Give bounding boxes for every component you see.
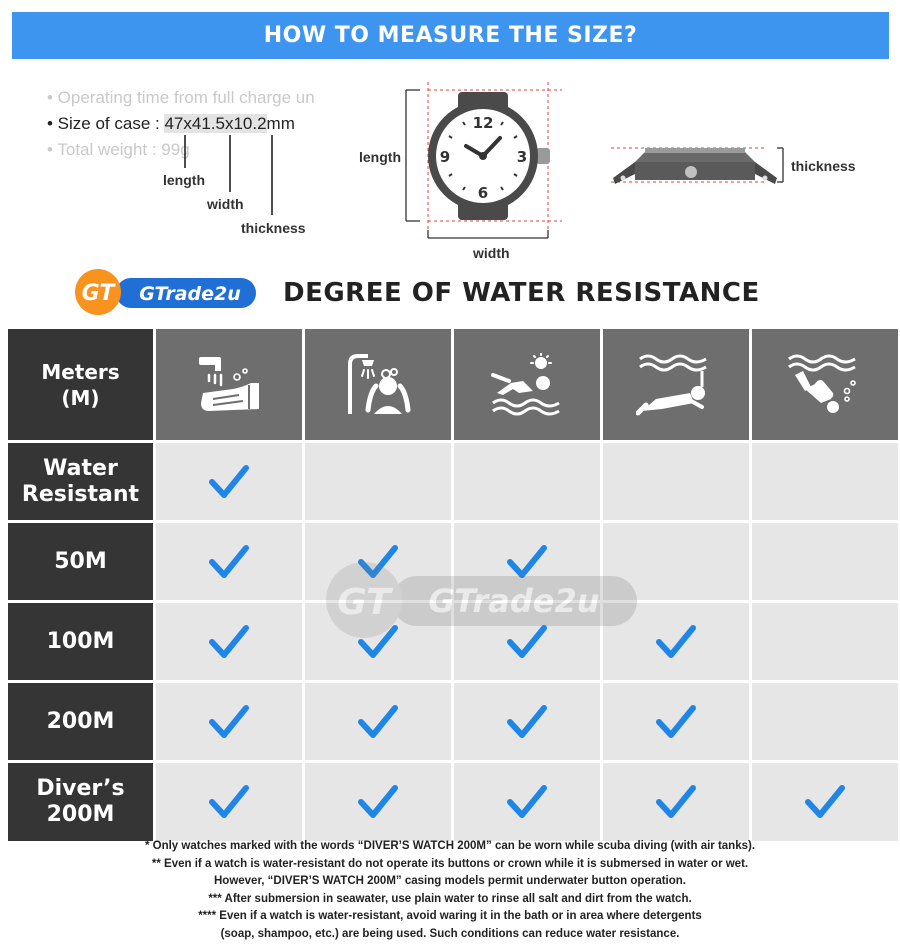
spec-label-thickness: thickness (241, 220, 306, 236)
column-swimming (454, 329, 600, 440)
check-cell (454, 523, 600, 600)
footnote: **** Even if a watch is water-resistant, avoid waring it in the bath or in area where detergents (198, 910, 702, 922)
spec-total-weight: • Total weight : 99g (47, 140, 190, 159)
corner-header (8, 329, 153, 440)
check-cell (752, 523, 898, 600)
check-cell (603, 603, 749, 680)
check-cell (752, 603, 898, 680)
hand-washing-icon (193, 353, 265, 417)
checkmark-icon (358, 704, 398, 740)
footnotes (0, 838, 900, 943)
row-label-line: 200M (46, 802, 115, 827)
gtrade2u-logo (72, 268, 258, 316)
check-cell (305, 603, 451, 680)
footnote: *** After submersion in seawater, use plain water to rinse all salt and dirt from the watch. (208, 892, 692, 905)
check-cell (752, 443, 898, 520)
snorkeling-icon (636, 353, 716, 417)
spec-case-size-unit: mm (266, 114, 295, 133)
row-label-line: Water (43, 455, 118, 481)
checkmark-icon (507, 624, 547, 660)
row-label-divers-200m (8, 763, 153, 841)
row-label-line: Diver’s (36, 776, 125, 801)
check-cell (603, 443, 749, 520)
check-cell (752, 683, 898, 760)
checkmark-icon (656, 624, 696, 660)
check-cell (305, 523, 451, 600)
watch-side-diagram (605, 138, 790, 190)
swimming-icon (489, 353, 565, 417)
check-cell (603, 523, 749, 600)
row-label-200m (8, 683, 153, 760)
spec-label-width: width (207, 196, 244, 212)
section-banner: HOW TO MEASURE THE SIZE? (12, 12, 889, 59)
check-cell (156, 443, 302, 520)
checkmark-icon (209, 544, 249, 580)
water-resistance-table (8, 329, 892, 841)
spec-case-size-value: 47x41.5x10.2 (164, 114, 267, 133)
footnote: However, “DIVER’S WATCH 200M” casing models permit underwater button operation. (213, 875, 686, 887)
corner-header-line2: (M) (61, 385, 100, 410)
row-label-line: 100M (46, 628, 115, 654)
front-width-label: width (473, 245, 510, 261)
row-label-50m (8, 523, 153, 600)
checkmark-icon (805, 784, 845, 820)
check-cell (454, 683, 600, 760)
checkmark-icon (507, 784, 547, 820)
row-label-line: 50M (54, 548, 107, 574)
scuba-diving-icon (785, 353, 865, 417)
check-cell (156, 683, 302, 760)
checkmark-icon (209, 624, 249, 660)
column-scuba-diving (752, 329, 898, 440)
footnote: ** Even if a watch is water-resistant do not operate its buttons or crown while it is submersed in water or wet. (151, 857, 749, 870)
checkmark-icon (209, 784, 249, 820)
shower-icon (342, 352, 414, 418)
footnote: (soap, shampoo, etc.) are being used. Such conditions can reduce water resistance. (220, 927, 680, 940)
checkmark-icon (656, 704, 696, 740)
checkmark-icon (507, 704, 547, 740)
dial-9: 9 (439, 148, 451, 166)
checkmark-icon (656, 784, 696, 820)
corner-header-line1: Meters (41, 359, 120, 384)
checkmark-icon (209, 464, 249, 500)
check-cell (454, 603, 600, 680)
check-cell (454, 763, 600, 841)
check-cell (305, 683, 451, 760)
dial-6: 6 (477, 184, 489, 202)
row-label-water-resistant (8, 443, 153, 520)
checkmark-icon (358, 544, 398, 580)
column-hand-washing (156, 329, 302, 440)
row-label-100m (8, 603, 153, 680)
check-cell (752, 763, 898, 841)
check-cell (603, 763, 749, 841)
water-resistance-title: DEGREE OF WATER RESISTANCE (283, 278, 760, 308)
row-label-line: Resistant (21, 481, 140, 507)
footnote: * Only watches marked with the words “DIVER’S WATCH 200M” can be worn while scuba diving (with air tanks). (144, 840, 756, 852)
checkmark-icon (507, 544, 547, 580)
side-thickness-label: thickness (791, 158, 856, 174)
check-cell (156, 763, 302, 841)
check-cell (156, 523, 302, 600)
front-length-label: length (359, 149, 401, 165)
check-cell (454, 443, 600, 520)
checkmark-icon (358, 784, 398, 820)
spec-case-size-prefix: • Size of case : (47, 114, 165, 133)
check-cell (156, 603, 302, 680)
logo-name: GTrade2u (139, 283, 241, 305)
row-label-line: 200M (46, 708, 115, 734)
column-snorkeling (603, 329, 749, 440)
check-cell (603, 683, 749, 760)
checkmark-icon (209, 704, 249, 740)
watch-front-diagram (402, 80, 572, 240)
column-shower (305, 329, 451, 440)
logo-initials: GT (81, 281, 115, 306)
spec-operating-time: • Operating time from full charge un (47, 88, 315, 107)
checkmark-icon (358, 624, 398, 660)
spec-label-length: length (163, 172, 205, 188)
dial-12: 12 (472, 114, 494, 132)
check-cell (305, 443, 451, 520)
dial-3: 3 (516, 148, 528, 166)
check-cell (305, 763, 451, 841)
